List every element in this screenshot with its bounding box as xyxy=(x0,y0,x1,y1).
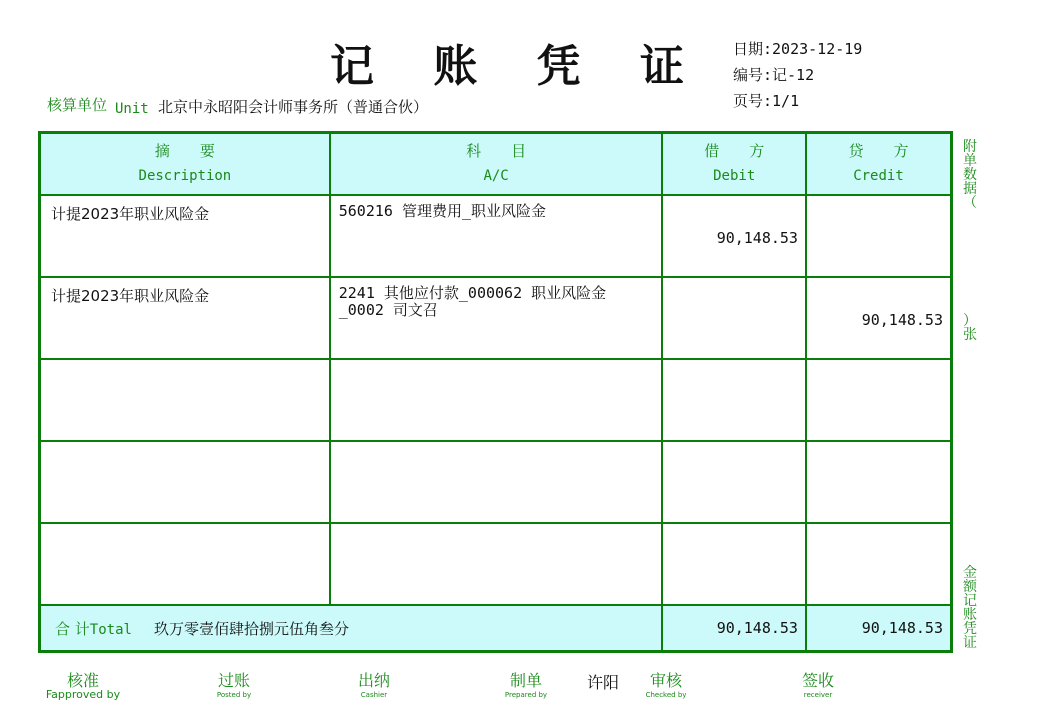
approved-signature xyxy=(44,668,122,699)
table-row xyxy=(40,523,952,605)
description-header-cn: 摘 要 xyxy=(154,142,215,160)
debit-header-en: Debit xyxy=(713,168,756,184)
posted-label-en: Posted by xyxy=(216,691,252,699)
account-header-en: A/C xyxy=(483,168,509,184)
row-description: 计提2023年职业风险金 xyxy=(51,205,210,223)
checked-signature xyxy=(638,668,694,699)
total-credit: 90,148.53 xyxy=(861,619,943,637)
row-credit: 90,148.53 xyxy=(861,311,943,329)
prepared-label: 制单 xyxy=(509,671,542,690)
unit-label-en: Unit xyxy=(115,101,149,117)
checked-label: 审核 xyxy=(649,671,682,690)
date-label: 日期: xyxy=(733,40,773,58)
description-header xyxy=(40,133,330,196)
row-credit xyxy=(807,196,950,229)
attachments-label: 附单数据（ xyxy=(963,139,977,211)
approved-label-en: Fapproved by xyxy=(45,688,121,701)
table-row xyxy=(40,441,952,523)
table-row xyxy=(40,277,952,359)
receiver-label-en: receiver xyxy=(803,691,833,699)
row-description: 计提2023年职业风险金 xyxy=(51,287,210,305)
voucher-table xyxy=(38,131,953,653)
prepared-label-en: Prepared by xyxy=(504,691,548,699)
row-account: 560216 管理费用_职业风险金 xyxy=(338,202,546,220)
approved-label: 核准 xyxy=(66,671,99,690)
debit-header-cn: 借 方 xyxy=(704,142,765,160)
cashier-signature xyxy=(344,668,404,699)
page-line xyxy=(733,90,799,111)
posted-label: 过账 xyxy=(217,671,250,690)
row-account xyxy=(331,442,662,449)
page-label: 页号: xyxy=(733,92,773,110)
description-header-en: Description xyxy=(138,168,232,184)
number-value: 记-12 xyxy=(772,66,815,84)
total-label-cn: 合 计 xyxy=(55,619,90,638)
page-value: 1/1 xyxy=(772,92,800,110)
unit-name: 北京中永昭阳会计师事务所（普通合伙） xyxy=(158,98,429,116)
receiver-label: 签收 xyxy=(801,671,834,690)
number-label: 编号: xyxy=(733,66,773,84)
row-description xyxy=(41,442,329,449)
credit-header-en: Credit xyxy=(853,168,904,184)
total-amount-in-words: 玖万零壹佰肆拾捌元伍角叁分 xyxy=(153,619,349,638)
unit-label: 核算单位 xyxy=(47,96,108,114)
voucher-title: 记 账 凭 证 xyxy=(330,41,706,92)
header-row xyxy=(40,133,952,196)
checked-label-en: Checked by xyxy=(645,691,687,699)
preparer-name: 许阳 xyxy=(587,673,620,692)
account-header-cn: 科 目 xyxy=(466,142,527,160)
date-line xyxy=(733,38,862,59)
row-debit: 90,148.53 xyxy=(716,229,798,247)
amount-note: 金额记账凭证 xyxy=(963,565,977,651)
number-line xyxy=(733,64,814,85)
row-account xyxy=(331,524,662,531)
receiver-signature xyxy=(788,668,848,699)
table-row xyxy=(40,195,952,277)
cashier-label-en: Cashier xyxy=(360,691,388,699)
row-debit xyxy=(663,278,805,311)
cashier-label: 出纳 xyxy=(357,671,390,690)
prepared-signature xyxy=(494,668,558,699)
row-description xyxy=(41,524,329,531)
total-label-en: Total xyxy=(89,621,132,638)
row-account xyxy=(331,360,662,367)
debit-header xyxy=(662,133,806,196)
table-row xyxy=(40,359,952,441)
account-header xyxy=(330,133,663,196)
posted-signature xyxy=(202,668,266,699)
attachments-suffix: ）张 xyxy=(963,313,977,343)
total-row xyxy=(40,605,952,652)
credit-header xyxy=(806,133,952,196)
date-value: 2023-12-19 xyxy=(772,40,863,58)
credit-header-cn: 贷 方 xyxy=(848,142,909,160)
total-debit: 90,148.53 xyxy=(716,619,798,637)
row-account: 2241 其他应付款_000062 职业风险金_0002 司文召 xyxy=(338,284,607,319)
row-description xyxy=(41,360,329,367)
total-label xyxy=(41,620,154,638)
